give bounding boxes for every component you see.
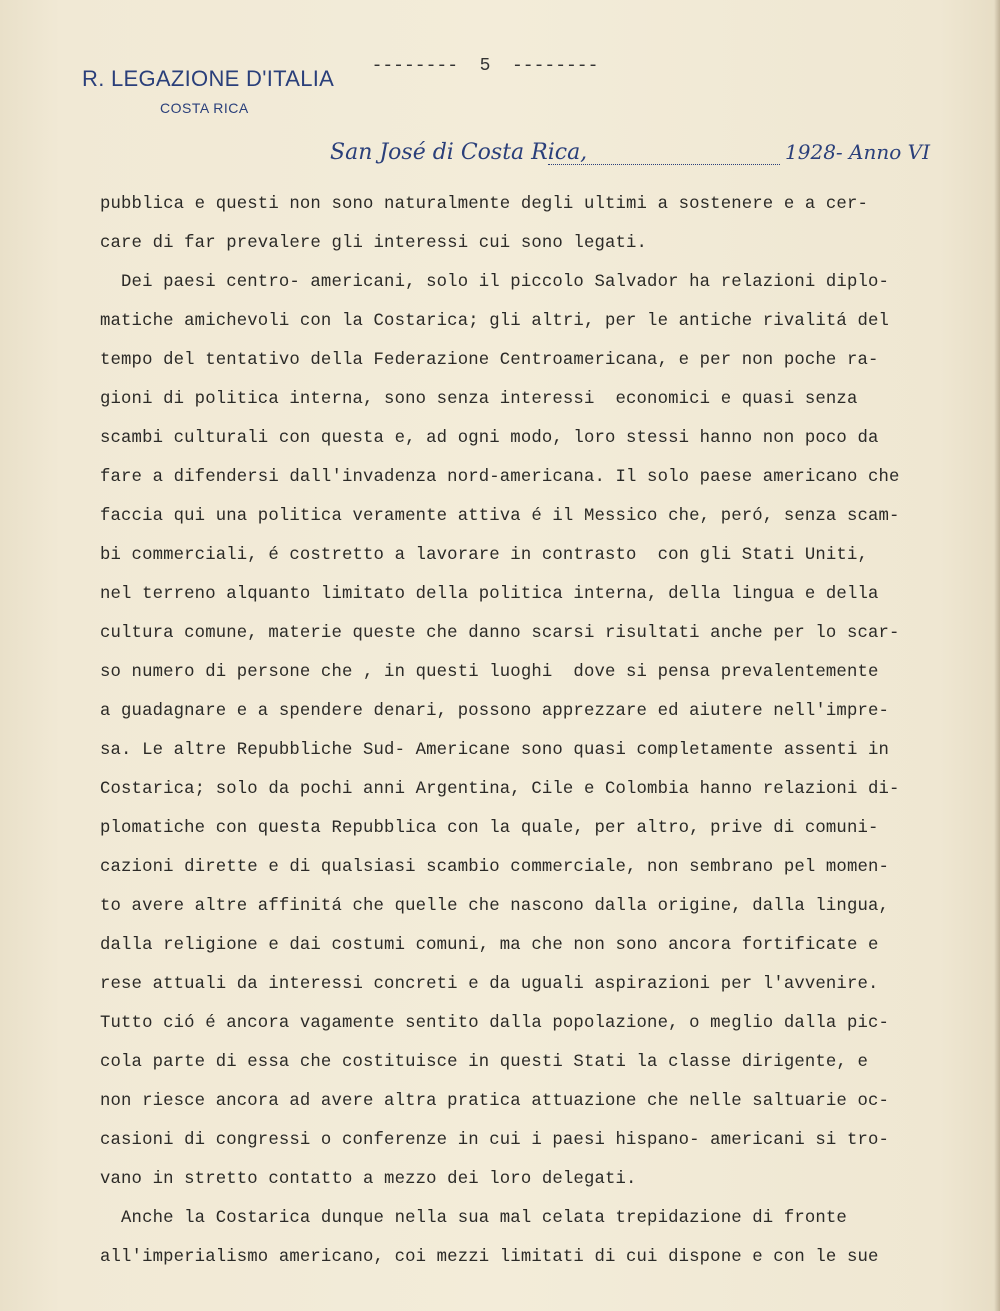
body-line: cazioni dirette e di qualsiasi scambio commerciale, non sembrano pel momen- (100, 858, 890, 877)
body-line: scambi culturali con questa e, ad ogni modo, loro stessi hanno non poco da (100, 429, 879, 448)
body-line: gioni di politica interna, sono senza interessi economici e quasi senza (100, 390, 858, 409)
body-line: plomatiche con questa Repubblica con la quale, per altro, prive di comuni- (100, 819, 879, 838)
body-line: cultura comune, materie queste che danno scarsi risultati anche per lo scar- (100, 624, 900, 643)
place-text: San José di Costa Rica, (330, 140, 588, 165)
body-line: fare a difendersi dall'invadenza nord-americana. Il solo paese americano che (100, 468, 900, 487)
dotted-leader (548, 164, 780, 165)
body-line: care di far prevalere gli interessi cui sono legati. (100, 234, 648, 253)
body-line: Tutto ció é ancora vagamente sentito dalla popolazione, o meglio dalla pic- (100, 1014, 890, 1033)
body-line: rese attuali da interessi concreti e da uguali aspirazioni per l'avvenire. (100, 975, 879, 994)
page-number: -------- 5 -------- (371, 56, 599, 76)
body-line: Costarica; solo da pochi anni Argentina, Cile e Colombia hanno relazioni di- (100, 780, 900, 799)
body-line: dalla religione e dai costumi comuni, ma che non sono ancora fortificate e (100, 936, 879, 955)
body-line: nel terreno alquanto limitato della politica interna, della lingua e della (100, 585, 879, 604)
body-line: non riesce ancora ad avere altra pratica attuazione che nelle saltuarie oc- (100, 1092, 890, 1111)
body-line: sa. Le altre Repubbliche Sud- Americane sono quasi completamente assenti in (100, 741, 890, 760)
body-line: faccia qui una politica veramente attiva é il Messico che, peró, senza scam- (100, 507, 900, 526)
body-line: so numero di persone che , in questi luoghi dove si pensa prevalentemente (100, 663, 879, 682)
body-line: all'imperialismo americano, coi mezzi limitati di cui dispone e con le sue (100, 1248, 879, 1267)
body-line: Anche la Costarica dunque nella sua mal celata trepidazione di fronte (100, 1209, 847, 1228)
body-line: cola parte di essa che costituisce in questi Stati la classe dirigente, e (100, 1053, 868, 1072)
letter-body (100, 185, 995, 1277)
body-line: Dei paesi centro- americani, solo il piccolo Salvador ha relazioni diplo- (100, 273, 890, 292)
date-text: 1928- Anno VI (785, 140, 930, 164)
body-line: a guadagnare e a spendere denari, possono apprezzare ed aiutere nell'impre- (100, 702, 890, 721)
body-line: to avere altre affinitá che quelle che nascono dalla origine, dalla lingua, (100, 897, 890, 916)
body-line: bi commerciali, é costretto a lavorare in contrasto con gli Stati Uniti, (100, 546, 868, 565)
body-line: pubblica e questi non sono naturalmente degli ultimi a sostenere e a cer- (100, 195, 868, 214)
body-line: vano in stretto contatto a mezzo dei loro delegati. (100, 1170, 637, 1189)
body-line: tempo del tentativo della Federazione Centroamericana, e per non poche ra- (100, 351, 879, 370)
body-line: matiche amichevoli con la Costarica; gli altri, per le antiche rivalitá del (100, 312, 890, 331)
body-line: casioni di congressi o conferenze in cui i paesi hispano- americani si tro- (100, 1131, 890, 1150)
place-date-line (330, 140, 930, 174)
letterhead-subtitle: COSTA RICA (160, 100, 249, 116)
letterhead-title: R. LEGAZIONE D'ITALIA (82, 66, 335, 91)
